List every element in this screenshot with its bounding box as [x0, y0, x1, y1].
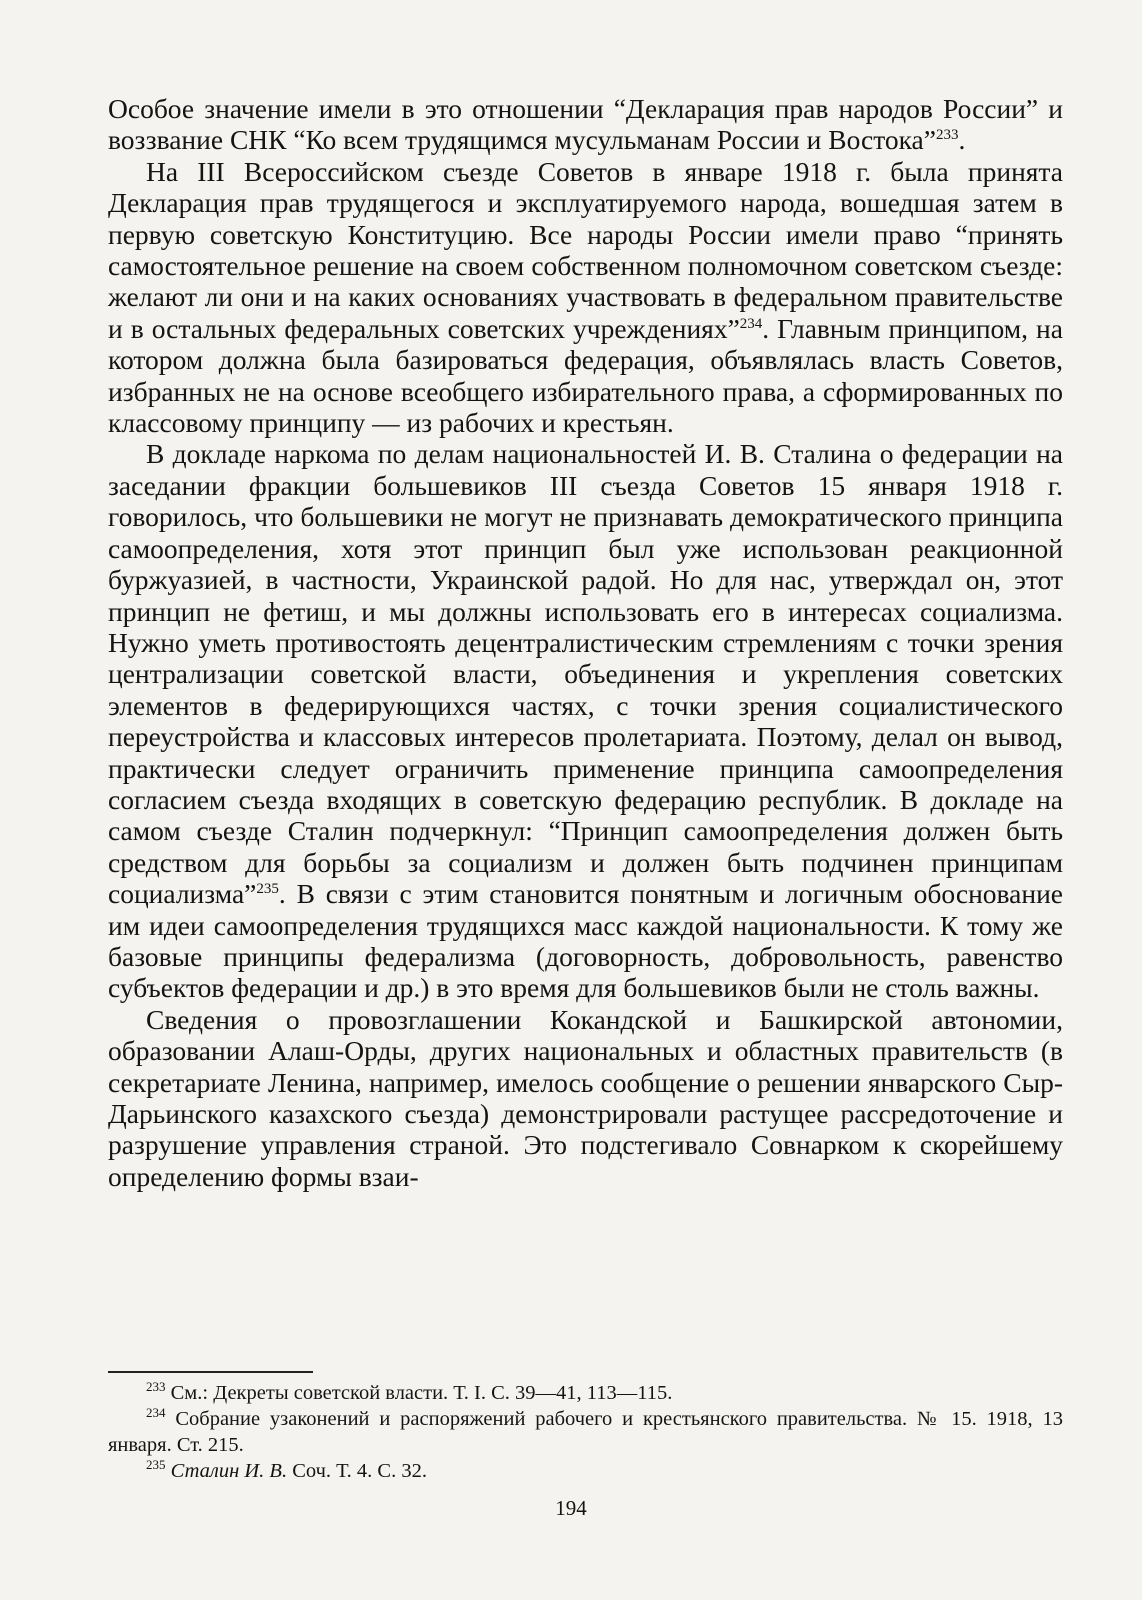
footnote-text: См.: Декреты советской власти. Т. I. С. 39—41, 113—115.	[170, 1382, 673, 1404]
footnotes	[108, 1380, 1063, 1484]
footnote-reference: 234	[739, 315, 763, 332]
paragraph	[108, 156, 1063, 439]
paragraph	[108, 93, 1063, 156]
paragraph	[108, 438, 1063, 1003]
footnote-number: 235	[146, 1457, 166, 1473]
footnote-reference: 235	[256, 881, 279, 897]
footnote-text: Собрание узаконений и распоряжений рабочего и крестьянского правительства. № 15. 1918, 13 января. Ст. 215.	[108, 1408, 1063, 1456]
footnote	[108, 1458, 1063, 1484]
body-text	[108, 93, 1063, 1192]
paragraph-text: . В связи с этим становится понятным и логичным обоснование им идеи самоопределения трудящихся масс каждой национальности. К тому же базовые принципы федерализма (договорность, добровольность, равенство субъектов федерации и др.) в это время для большевиков были не столь важны.	[108, 878, 1063, 1004]
paragraph-text: На III Всероссийском съезде Советов в январе 1918 г. была принята Декларация прав трудящегося и эксплуатируемого народа, вошедшая затем в первую советскую Конституцию. Все народы России имели право “принять самостоятельное решение на своем собственном полномочном советском съезде: желают ли они и на каких основаниях участвовать в федеральном правительстве и в остальных федеральных советских учреждениях”	[108, 155, 1063, 344]
paragraph-text: Особое значение имели в это отношении “Декларация прав народов России” и воззвание СНК “Ко всем трудящимся мусульманам России и Востока”	[108, 93, 1063, 156]
footnote-author: Сталин И. В.	[170, 1460, 288, 1482]
footnote	[108, 1406, 1063, 1458]
paragraph	[108, 1004, 1063, 1192]
paragraph-text: В докладе наркома по делам национальностей И. В. Сталина о федерации на заседании фракции большевиков III съезда Советов 15 января 1918 г. говорилось, что большевики не могут не признавать демократического принципа самоопределения, хотя этот принцип был уже использован реакционной буржуазией, в частности, Украинской радой. Но для нас, утверждал он, этот принцип не фетиш, и мы должны использовать его в интересах социализма. Нужно уметь противостоять децентралистическим стремлениям с точки зрения централизации советской власти, объединения и укрепления советских элементов в федерирующихся частях, с точки зрения социалистического переустройства и классовых интересов пролетариата. Поэтому, делал он вывод, практически следует ограничить применение принципа самоопределения согласием съезда входящих в советскую федерацию республик. В докладе на самом съезде Сталин подчеркнул: “Принцип самоопределения должен быть средством для борьбы за социализм и должен быть подчинен принципам социализма”	[108, 438, 1063, 910]
paragraph-text: Сведения о провозглашении Кокандской и Башкирской автономии, образовании Алаш-Орды, других национальных и областных правительств (в секретариате Ленина, например, имелось сообщение о решении январского Сыр-Дарьинского казахского съезда) демонстрировали растущее рассредоточение и разрушение управления страной. Это подстегивало Совнарком к скорейшему определению формы взаи-	[108, 1003, 1063, 1192]
paragraph-text: . Главным принципом, на котором должна была базироваться федерация, объявлялась власть Советов, избранных не на основе всеобщего избирательного права, а сформированных по классовому принципу — из рабочих и крестьян.	[108, 312, 1063, 439]
paragraph-text: .	[958, 124, 966, 156]
footnote-number: 233	[146, 1379, 166, 1395]
footnote-text: Соч. Т. 4. С. 32.	[287, 1460, 427, 1482]
footnote-separator	[108, 1371, 313, 1373]
footnote-number: 234	[146, 1405, 166, 1421]
page-number: 194	[555, 1496, 587, 1520]
footnote-reference: 233	[935, 127, 959, 144]
footnote	[108, 1380, 1063, 1406]
